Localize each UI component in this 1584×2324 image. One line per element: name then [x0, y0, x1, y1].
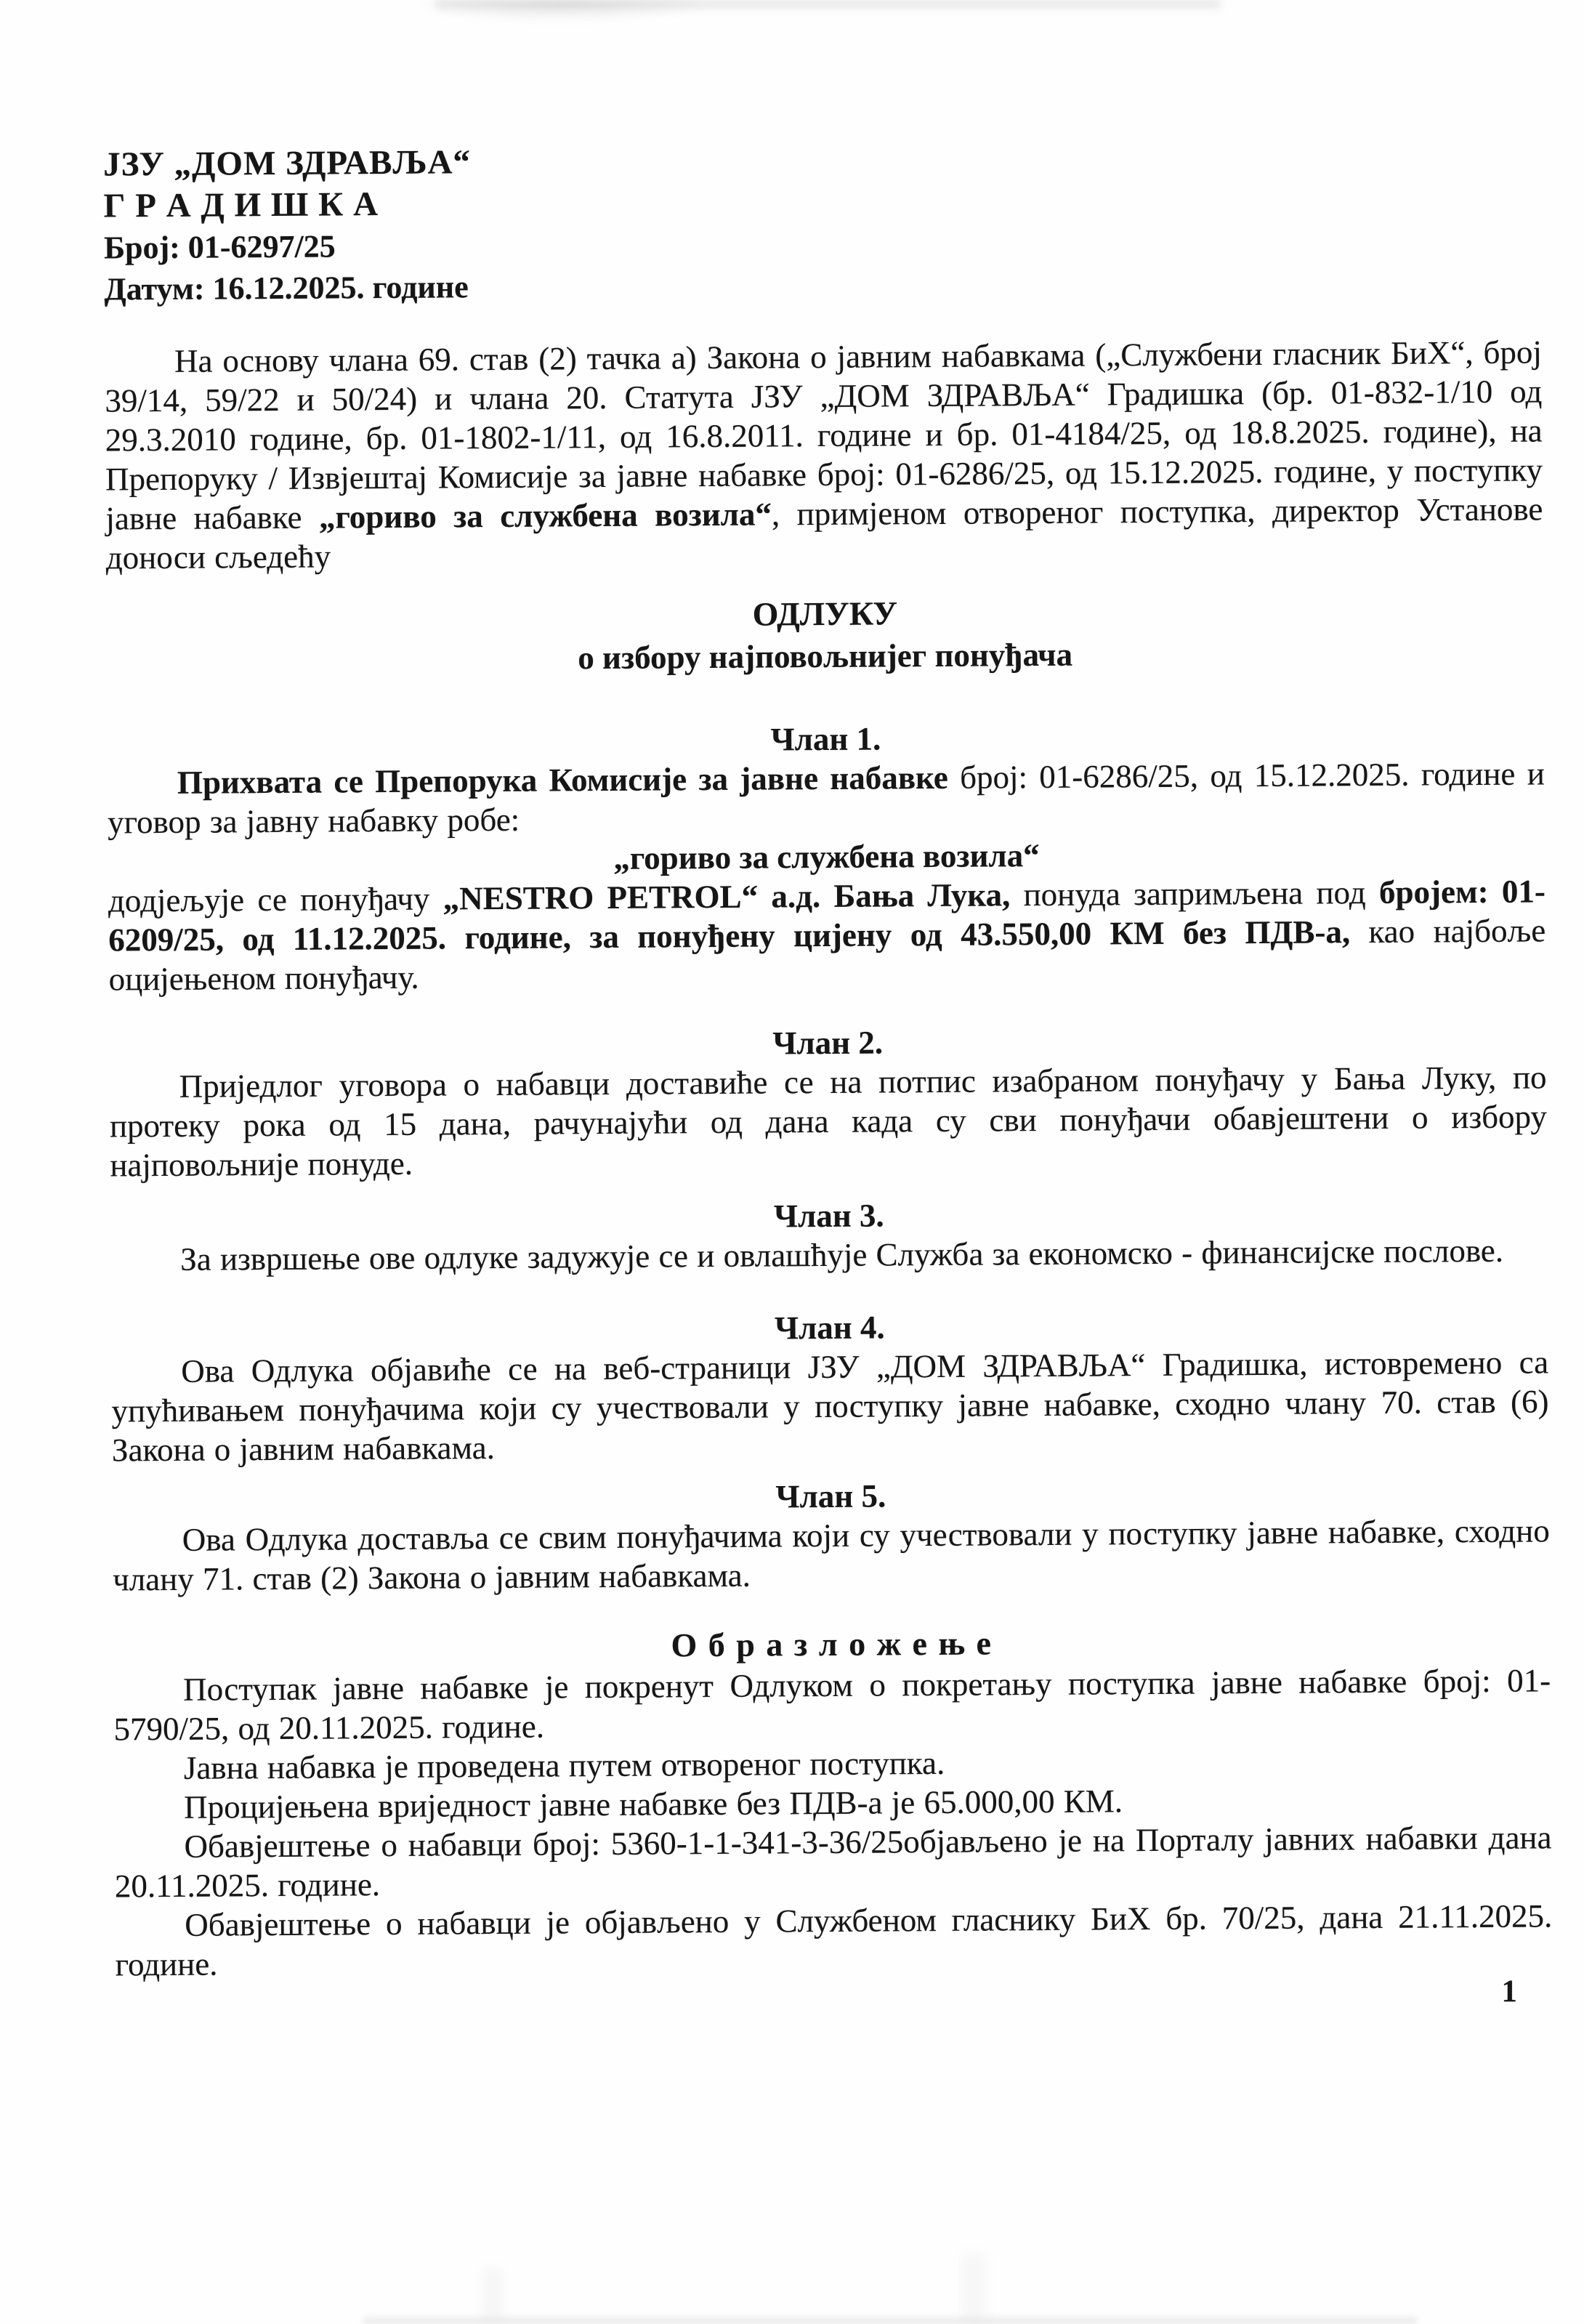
text-run: На основу члана 69. став (2) тачка а) Закона о јавним набавкама („Службени гласник БиХ“, број 39/14, 59/22 и 50/24) и члана 20. Статута ЈЗУ „ДОМ ЗДРАВЉА“ Градишка (бр. 01-832-1/10 од 29.3.2010 године, бр. 01-1802-1/11, од 16.8.2011. године и бр. 01-4184/25, од 18.8.2025. године), на Препоруку / Извјештај Комисије за јавне набавке број: 01-6286/25, од 15.12.2025. године, у поступку јавне набавке: [105, 334, 1543, 537]
preamble-paragraph: [105, 332, 1543, 577]
article-1-paragraph-1: [108, 754, 1545, 842]
scan-artifact-bottom: [363, 2314, 1417, 2324]
article-5-paragraph: Ова Одлука доставља се свим понуђачима који су учествовали у поступку јавне набавке, сходно члану 71. став (2) Закона о јавним набавкама.: [112, 1512, 1550, 1598]
procurement-subject-line: „гориво за службена возила“: [613, 837, 1040, 876]
decision-subtitle: о избору најповољнијег понуђача: [578, 636, 1073, 677]
scan-artifact-streak: [483, 2269, 502, 2320]
text-run: , примјеном отвореног поступка, директор Установе доноси сљедећу: [105, 491, 1543, 576]
text-run: „NESTRO PETROL“ а.д. Бања Лука,: [443, 876, 1011, 917]
rationale-paragraph-1: Поступак јавне набавке је покренут Одлуком о покретању поступка јавне набавке број: 01-5790/25, од 20.11.2025. године.: [113, 1662, 1551, 1748]
scan-artifact-streak: [963, 2254, 985, 2320]
text-run: као најбоље оцијењеном понуђачу.: [108, 912, 1546, 998]
article-2-paragraph: Приједлог уговора о набавци доставиће се на потпис изабраном понуђачу у Бања Луку, по протеку рока од 15 дана, рачунајући од дана када су сви понуђачи обавјештени о избору најповољније понуде.: [109, 1059, 1548, 1184]
text-run: бројем: 01-6209/25, од 11.12.2025. године, за понуђену цијену од 43.550,00 КМ без ПДВ-а,: [108, 873, 1546, 959]
article-1-heading: Члан 1.: [770, 720, 881, 758]
decision-title: ОДЛУКУ: [752, 594, 898, 633]
scan-artifact-top-blob: [407, 0, 712, 25]
text-run: број: 01-6286/25, од 15.12.2025. године и уговор за јавну набавку робе:: [108, 755, 1545, 841]
text-run: понуда запримљена под: [1010, 873, 1380, 913]
document-number: Број: 01-6297/25: [103, 228, 336, 266]
article-3-heading: Члан 3.: [773, 1197, 884, 1235]
institution-city: Г Р А Д И Ш К А: [103, 185, 379, 225]
document-date: Датум: 16.12.2025. године: [104, 269, 469, 307]
rationale-heading: О б р а з л о ж е њ е: [671, 1624, 993, 1664]
article-5-heading: Члан 5.: [775, 1477, 886, 1515]
decision-title-block: [106, 588, 1544, 682]
institution-name: ЈЗУ „ДОМ ЗДРАВЉА“: [103, 143, 472, 184]
article-3-paragraph: За извршење ове одлуке задужује се и овлашћује Служба за економско - финансијске послове.: [180, 1232, 1504, 1278]
text-run: „гориво за службена возила“: [318, 496, 772, 536]
document-header: [103, 134, 1541, 310]
document-content: [103, 134, 1553, 1984]
rationale-paragraph-5: Обавјештење о набавци је објављено у Службеном гласнику БиХ бр. 70/25, дана 21.11.2025. године.: [115, 1897, 1553, 1983]
page-number: 1: [1501, 1974, 1517, 2009]
rationale-paragraph-3: Процијењена вриједност јавне набавке без ПДВ-а је 65.000,00 КМ.: [184, 1783, 1123, 1825]
article-4-heading: Члан 4.: [774, 1309, 885, 1347]
article-1-paragraph-2: [108, 871, 1546, 998]
rationale-paragraph-4: Обавјештење о набавци број: 5360-1-1-341-3-36/25објављено је на Порталу јавних набавки дана 20.11.2025. године.: [114, 1819, 1552, 1905]
rationale-paragraph-2: Јавна набавка је проведена путем отвореног поступка.: [183, 1744, 945, 1786]
article-2-heading: Члан 2.: [772, 1024, 884, 1062]
text-run: додјељује се понуђачу: [108, 880, 443, 919]
text-run: Прихвата се Препорука Комисије за јавне набавке: [177, 759, 948, 801]
article-4-paragraph: Ова Одлука објавиће се на веб-страници ЈЗУ „ДОМ ЗДРАВЉА“ Градишка, истовремено са упућивањем понуђачима који су учествовали у поступку јавне набавке, сходно члану 70. став (6) Закона о јавним набавкама.: [111, 1344, 1549, 1469]
